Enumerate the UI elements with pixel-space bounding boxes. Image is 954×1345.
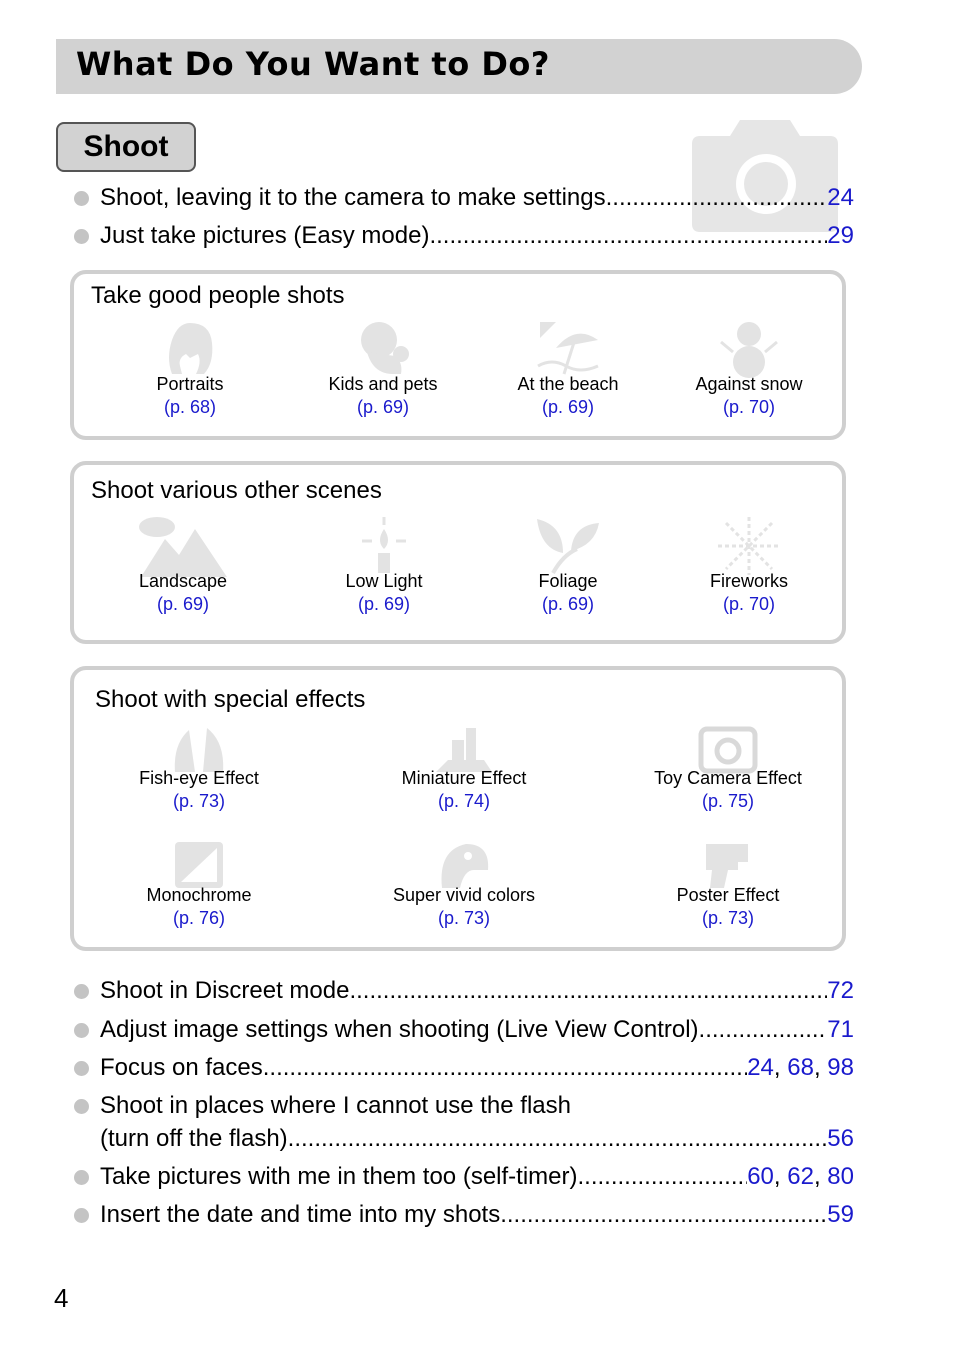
- page-link[interactable]: 98: [827, 1054, 854, 1081]
- page-link[interactable]: 24: [747, 1054, 774, 1081]
- snowman-icon: [717, 318, 781, 378]
- effect-label: Miniature Effect: [401, 768, 527, 788]
- bullet-icon: [74, 984, 89, 999]
- scene-label: Portraits: [156, 374, 224, 394]
- page-link[interactable]: (p. 69): [357, 594, 411, 614]
- page-title: What Do You Want to Do?: [76, 45, 550, 83]
- bullet-icon: [74, 1023, 89, 1038]
- bullet-icon: [74, 1061, 89, 1076]
- list-item: [74, 221, 854, 251]
- item-text: Adjust image settings when shooting (Live View Control): [100, 1016, 699, 1043]
- landscape-icon: [135, 515, 231, 577]
- beach-icon: [536, 318, 600, 378]
- item-text: Shoot in places where I cannot use the flash: [100, 1092, 571, 1119]
- scene-portraits[interactable]: [100, 318, 280, 417]
- page-link[interactable]: (p. 69): [541, 594, 595, 614]
- people-shots-box: [70, 270, 846, 440]
- scene-kids-pets[interactable]: [293, 318, 473, 417]
- miniature-icon: [434, 724, 494, 774]
- bullet-icon: [74, 1099, 89, 1114]
- bullet-icon: [74, 191, 89, 206]
- scene-label: Against snow: [695, 374, 803, 394]
- scene-beach[interactable]: [478, 318, 658, 417]
- effect-super-vivid[interactable]: [374, 840, 554, 928]
- item-text: Shoot, leaving it to the camera to make settings: [100, 184, 606, 211]
- page-link[interactable]: (p. 70): [722, 397, 776, 417]
- scene-landscape[interactable]: [93, 515, 273, 614]
- title-bar: [56, 39, 862, 94]
- list-item: Take pictures with me in them too (self-timer) ..... 60, 62, 80: [74, 1162, 854, 1192]
- effect-monochrome[interactable]: [109, 840, 289, 928]
- page-link[interactable]: (p. 73): [701, 908, 755, 928]
- page-link[interactable]: 62: [787, 1163, 814, 1190]
- page-link[interactable]: 80: [827, 1163, 854, 1190]
- fireworks-icon: [716, 515, 782, 577]
- scene-foliage[interactable]: [478, 515, 658, 614]
- list-item: [74, 183, 854, 213]
- item-text: Insert the date and time into my shots: [100, 1201, 501, 1228]
- page-link[interactable]: 29: [827, 222, 854, 249]
- special-effects-box: [70, 666, 846, 951]
- item-text: (turn off the flash): [100, 1125, 288, 1152]
- effect-fish-eye[interactable]: [109, 724, 289, 811]
- list-item: [74, 1200, 854, 1230]
- page-link[interactable]: (p. 73): [172, 791, 226, 811]
- effect-label: Fish-eye Effect: [139, 768, 259, 788]
- page-link[interactable]: (p. 75): [701, 791, 755, 811]
- fish-eye-icon: [169, 724, 229, 774]
- section-tab-shoot: [56, 122, 196, 172]
- list-item-continuation: [74, 1124, 854, 1154]
- page-link[interactable]: (p. 69): [156, 594, 210, 614]
- box-title: Shoot various other scenes: [91, 477, 382, 504]
- scene-label: At the beach: [517, 374, 619, 394]
- bullet-icon: [74, 1208, 89, 1223]
- poster-effect-icon: [698, 840, 758, 890]
- page-link[interactable]: (p. 70): [722, 594, 776, 614]
- page-link[interactable]: 72: [827, 977, 854, 1004]
- page-link[interactable]: 60: [747, 1163, 774, 1190]
- scene-fireworks[interactable]: [659, 515, 839, 614]
- super-vivid-icon: [434, 840, 494, 890]
- page-link[interactable]: 56: [827, 1125, 854, 1152]
- list-item: Focus on faces ..... 24, 68, 98: [74, 1053, 854, 1083]
- foliage-icon: [533, 515, 603, 575]
- bullet-icon: [74, 1170, 89, 1185]
- bullet-icon: [74, 229, 89, 244]
- scene-label: Kids and pets: [328, 374, 438, 394]
- page-link[interactable]: (p. 73): [437, 908, 491, 928]
- page-link[interactable]: (p. 69): [541, 397, 595, 417]
- scene-label: Landscape: [138, 571, 228, 591]
- page-link[interactable]: (p. 68): [163, 397, 217, 417]
- page-link[interactable]: 71: [827, 1016, 854, 1043]
- page-link[interactable]: (p. 69): [356, 397, 410, 417]
- page-link[interactable]: (p. 76): [172, 908, 226, 928]
- scene-low-light[interactable]: [294, 515, 474, 614]
- other-scenes-box: [70, 461, 846, 644]
- box-title: Shoot with special effects: [95, 686, 366, 713]
- scene-label: Fireworks: [709, 571, 788, 591]
- scene-label: Low Light: [345, 571, 423, 591]
- page-link[interactable]: 24: [827, 184, 854, 211]
- scene-snow[interactable]: [659, 318, 839, 417]
- box-title: Take good people shots: [91, 282, 345, 309]
- page-link[interactable]: 59: [827, 1201, 854, 1228]
- camera-watermark-icon: [690, 118, 840, 238]
- low-light-icon: [354, 515, 414, 575]
- list-item: [74, 1091, 854, 1121]
- toy-camera-icon: [698, 724, 758, 774]
- monochrome-icon: [169, 840, 229, 890]
- effect-miniature[interactable]: [374, 724, 554, 811]
- list-item: [74, 976, 854, 1006]
- item-text: Just take pictures (Easy mode): [100, 222, 430, 249]
- portrait-icon: [160, 318, 220, 378]
- item-text: Focus on faces: [100, 1054, 263, 1081]
- effect-toy-camera[interactable]: [638, 724, 818, 811]
- kids-pets-icon: [353, 318, 413, 378]
- list-item: [74, 1015, 854, 1045]
- section-tab-label: Shoot: [83, 130, 169, 163]
- effect-label: Super vivid colors: [392, 885, 536, 905]
- page-link[interactable]: 68: [787, 1054, 814, 1081]
- page-number: 4: [54, 1283, 69, 1313]
- scene-label: Foliage: [538, 571, 598, 591]
- effect-label: Toy Camera Effect: [654, 768, 802, 788]
- effect-label: Poster Effect: [676, 885, 780, 905]
- effect-poster[interactable]: [638, 840, 818, 928]
- effect-label: Monochrome: [146, 885, 252, 905]
- item-text: Shoot in Discreet mode: [100, 977, 350, 1004]
- item-text: Take pictures with me in them too (self-timer): [100, 1163, 578, 1190]
- page-link[interactable]: (p. 74): [437, 791, 491, 811]
